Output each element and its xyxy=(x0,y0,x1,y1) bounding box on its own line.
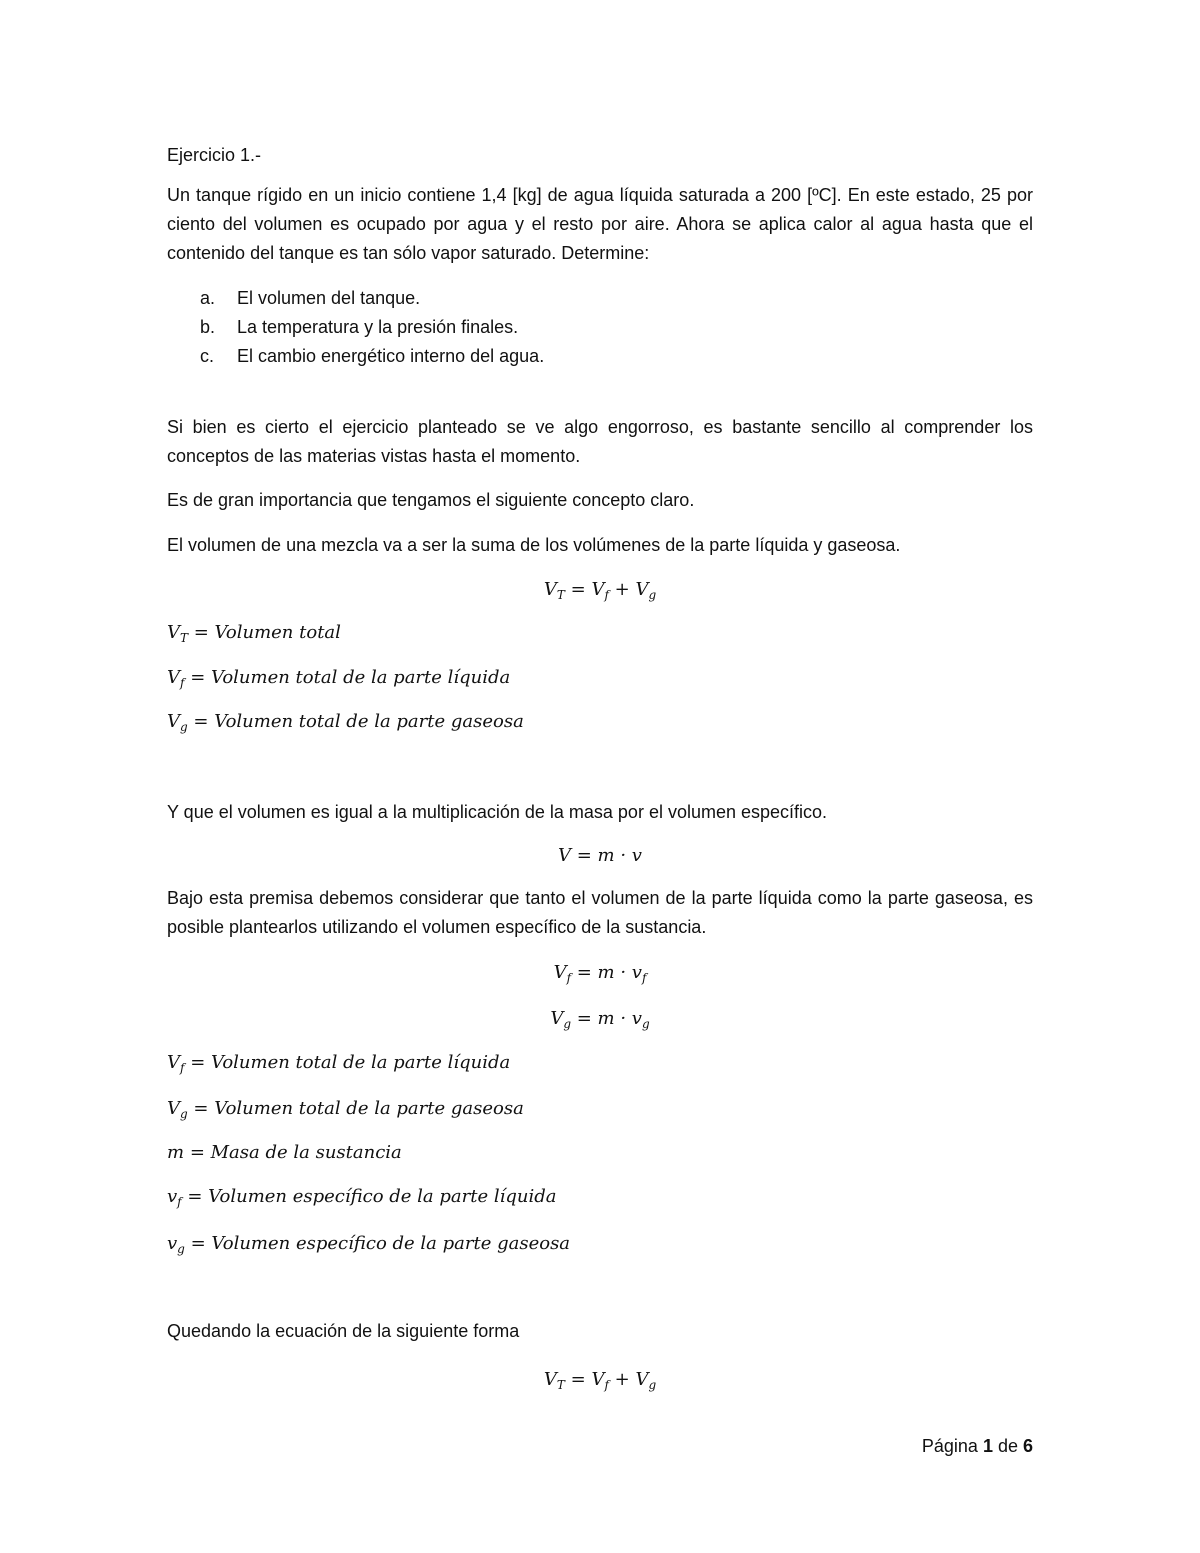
list-item xyxy=(200,284,1030,313)
definition-m: m = Masa de la sustancia xyxy=(167,1142,402,1163)
question-list xyxy=(200,284,1030,371)
problem-statement: Un tanque rígido en un inicio contiene 1,4 [kg] de agua líquida saturada a 200 [ºC]. En este estado, 25 por ciento del volumen es ocupado por agua y el resto por aire. Ahora se aplica calor al agua hasta que el contenido del tanque es tan sólo vapor saturado. Determine: xyxy=(167,185,1033,263)
mixture-line: El volumen de una mezcla va a ser la suma de los volúmenes de la parte líquida y gaseosa. xyxy=(167,535,901,555)
closing-line: Quedando la ecuación de la siguiente forma xyxy=(167,1321,520,1341)
list-item xyxy=(200,342,1030,371)
list-item xyxy=(200,313,1030,342)
equation-total-volume: $V_T = V_f + V_g$ xyxy=(543,579,657,602)
list-marker: c. xyxy=(200,346,215,366)
definition-vt: $V_T$ = Volumen total xyxy=(167,622,341,645)
definition-vg: $V_g$ = Volumen total de la parte gaseosa xyxy=(167,711,524,734)
page-number-footer: Página 1 de 6 xyxy=(921,1436,1033,1456)
definition-vf-2: $V_f$ = Volumen total de la parte líquida xyxy=(167,1052,511,1075)
question-a: El volumen del tanque. xyxy=(237,288,421,308)
question-c: El cambio energético interno del agua. xyxy=(237,346,545,366)
premise-paragraph: Bajo esta premisa debemos considerar que tanto el volumen de la parte líquida como la parte gaseosa, es posible plantearlos utilizando el volumen específico de la sustancia. xyxy=(167,888,1033,937)
equation-vf: $V_f = m \cdot v_f$ xyxy=(553,962,647,985)
equation-total-volume-2: $V_T = V_f + V_g$ xyxy=(543,1369,657,1392)
importance-line: Es de gran importancia que tengamos el siguiente concepto claro. xyxy=(167,490,695,510)
equation-vg: $V_g = m \cdot v_g$ xyxy=(550,1008,650,1031)
intro-paragraph: Si bien es cierto el ejercicio planteado se ve algo engorroso, es bastante sencillo al comprender los conceptos de las materias vistas hasta el momento. xyxy=(167,417,1033,466)
definition-vf: $V_f$ = Volumen total de la parte líquida xyxy=(167,667,511,690)
list-marker: b. xyxy=(200,317,216,337)
question-b: La temperatura y la presión finales. xyxy=(237,317,519,337)
equation-volume: V = m · v xyxy=(558,845,642,866)
list-marker: a. xyxy=(200,288,216,308)
volume-line: Y que el volumen es igual a la multiplicación de la masa por el volumen específico. xyxy=(167,802,828,822)
definition-vg-2: $V_g$ = Volumen total de la parte gaseosa xyxy=(167,1098,524,1121)
definition-vf-specific: $v_f$ = Volumen específico de la parte líquida xyxy=(167,1186,557,1209)
exercise-title: Ejercicio 1.- xyxy=(167,145,262,165)
definition-vg-specific: $v_g$ = Volumen específico de la parte gaseosa xyxy=(167,1233,571,1256)
